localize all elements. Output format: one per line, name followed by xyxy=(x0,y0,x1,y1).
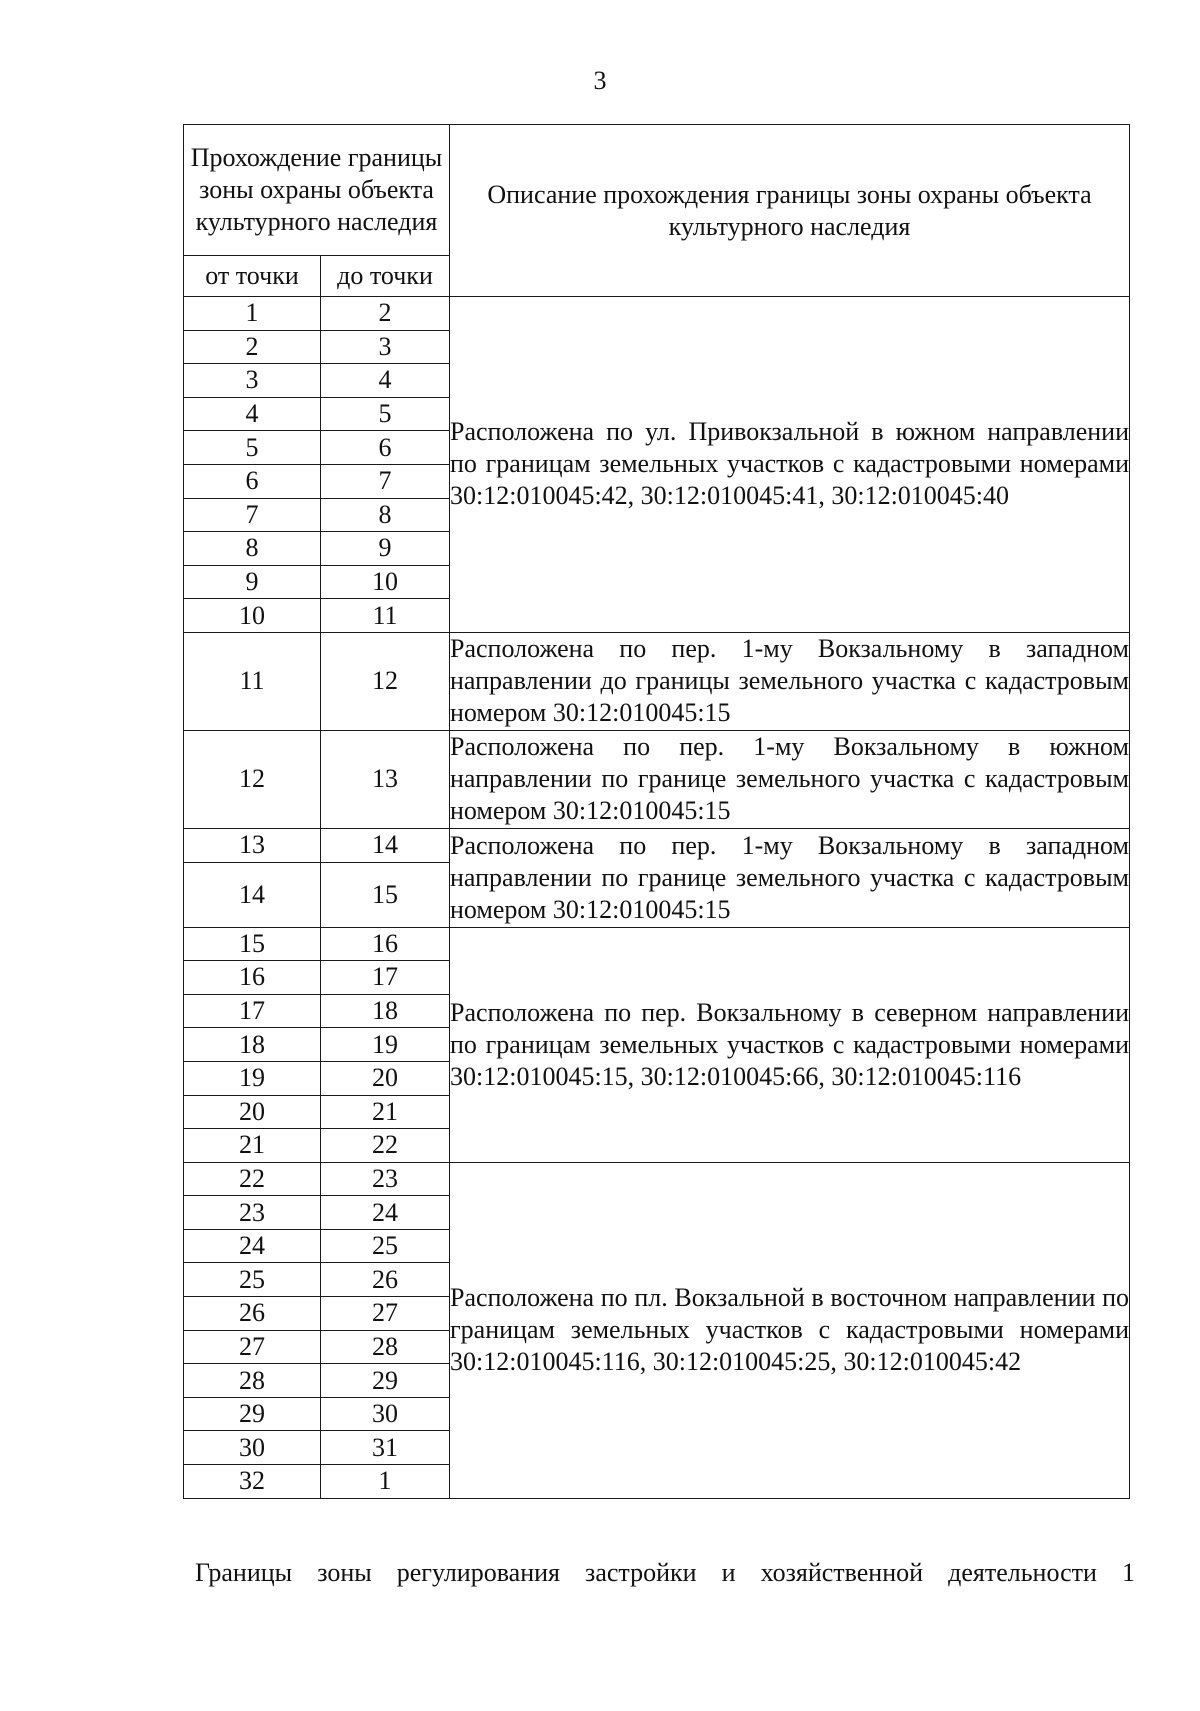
to-point: 30 xyxy=(321,1397,450,1431)
to-point: 19 xyxy=(321,1028,450,1062)
to-point: 27 xyxy=(321,1297,450,1331)
to-point: 18 xyxy=(321,994,450,1028)
table-row xyxy=(184,828,1130,862)
segment-description: Расположена по ул. Привокзальной в южном направлении по границам земельных участков с кадастровыми номерами 30:12:010045:42, 30:12:010045:41, 30:12:010045:40 xyxy=(450,297,1130,633)
to-point: 15 xyxy=(321,862,450,927)
from-point: 1 xyxy=(184,297,321,331)
to-point: 25 xyxy=(321,1229,450,1263)
from-point: 14 xyxy=(184,862,321,927)
from-point: 22 xyxy=(184,1162,321,1196)
from-point: 21 xyxy=(184,1129,321,1163)
from-point: 18 xyxy=(184,1028,321,1062)
segment-description: Расположена по пер. 1-му Вокзальному в южном направлении по границе земельного участка с кадастровым номером 30:12:010045:15 xyxy=(450,730,1130,828)
from-point: 30 xyxy=(184,1431,321,1465)
from-point: 32 xyxy=(184,1465,321,1499)
boundary-table xyxy=(183,124,1130,1499)
from-point: 2 xyxy=(184,330,321,364)
from-point: 15 xyxy=(184,927,321,961)
segment-description: Расположена по пер. 1-му Вокзальному в западном направлении по границе земельного участка с кадастровым номером 30:12:010045:15 xyxy=(450,828,1130,927)
table-row xyxy=(184,927,1130,961)
to-point: 31 xyxy=(321,1431,450,1465)
segment-description: Расположена по пер. 1-му Вокзальному в западном направлении до границы земельного участка с кадастровым номером 30:12:010045:15 xyxy=(450,632,1130,730)
to-point: 21 xyxy=(321,1095,450,1129)
to-point: 3 xyxy=(321,330,450,364)
from-point: 10 xyxy=(184,599,321,633)
from-point: 19 xyxy=(184,1061,321,1095)
from-point: 26 xyxy=(184,1297,321,1331)
to-point: 2 xyxy=(321,297,450,331)
from-point: 5 xyxy=(184,431,321,465)
header-to-point: до точки xyxy=(321,256,450,297)
page-number: 3 xyxy=(593,66,607,95)
from-point: 28 xyxy=(184,1364,321,1398)
to-point: 28 xyxy=(321,1330,450,1364)
from-point: 7 xyxy=(184,498,321,532)
from-point: 3 xyxy=(184,364,321,398)
to-point: 11 xyxy=(321,599,450,633)
to-point: 9 xyxy=(321,532,450,566)
from-point: 12 xyxy=(184,730,321,828)
to-point: 7 xyxy=(321,464,450,498)
table-row xyxy=(184,730,1130,828)
to-point: 29 xyxy=(321,1364,450,1398)
to-point: 24 xyxy=(321,1196,450,1230)
to-point: 20 xyxy=(321,1061,450,1095)
header-description: Описание прохождения границы зоны охраны объекта культурного наследия xyxy=(450,125,1130,297)
to-point: 22 xyxy=(321,1129,450,1163)
from-point: 4 xyxy=(184,397,321,431)
to-point: 8 xyxy=(321,498,450,532)
from-point: 23 xyxy=(184,1196,321,1230)
header-from-point: от точки xyxy=(184,256,321,297)
segment-description: Расположена по пер. Вокзальному в северном направлении по границам земельных участков с кадастровыми номерами 30:12:010045:15, 30:12:010045:66, 30:12:010045:116 xyxy=(450,927,1130,1162)
to-point: 1 xyxy=(321,1465,450,1499)
from-point: 8 xyxy=(184,532,321,566)
to-point: 12 xyxy=(321,632,450,730)
from-point: 25 xyxy=(184,1263,321,1297)
from-point: 24 xyxy=(184,1229,321,1263)
to-point: 6 xyxy=(321,431,450,465)
table-row xyxy=(184,1162,1130,1196)
from-point: 6 xyxy=(184,464,321,498)
header-group: Прохождение границы зоны охраны объекта культурного наследия xyxy=(184,125,450,256)
from-point: 13 xyxy=(184,828,321,862)
from-point: 9 xyxy=(184,565,321,599)
table-row xyxy=(184,297,1130,331)
from-point: 20 xyxy=(184,1095,321,1129)
to-point: 16 xyxy=(321,927,450,961)
to-point: 23 xyxy=(321,1162,450,1196)
from-point: 29 xyxy=(184,1397,321,1431)
to-point: 4 xyxy=(321,364,450,398)
from-point: 16 xyxy=(184,961,321,995)
from-point: 27 xyxy=(184,1330,321,1364)
to-point: 26 xyxy=(321,1263,450,1297)
section-heading: Границы зоны регулирования застройки и хозяйственной деятельности 1 xyxy=(195,1558,1135,1587)
table-row xyxy=(184,632,1130,730)
to-point: 10 xyxy=(321,565,450,599)
to-point: 13 xyxy=(321,730,450,828)
segment-description: Расположена по пл. Вокзальной в восточном направлении по границам земельных участков с кадастровыми номерами 30:12:010045:116, 30:12:010045:25, 30:12:010045:42 xyxy=(450,1162,1130,1498)
from-point: 11 xyxy=(184,632,321,730)
to-point: 5 xyxy=(321,397,450,431)
to-point: 17 xyxy=(321,961,450,995)
from-point: 17 xyxy=(184,994,321,1028)
to-point: 14 xyxy=(321,828,450,862)
